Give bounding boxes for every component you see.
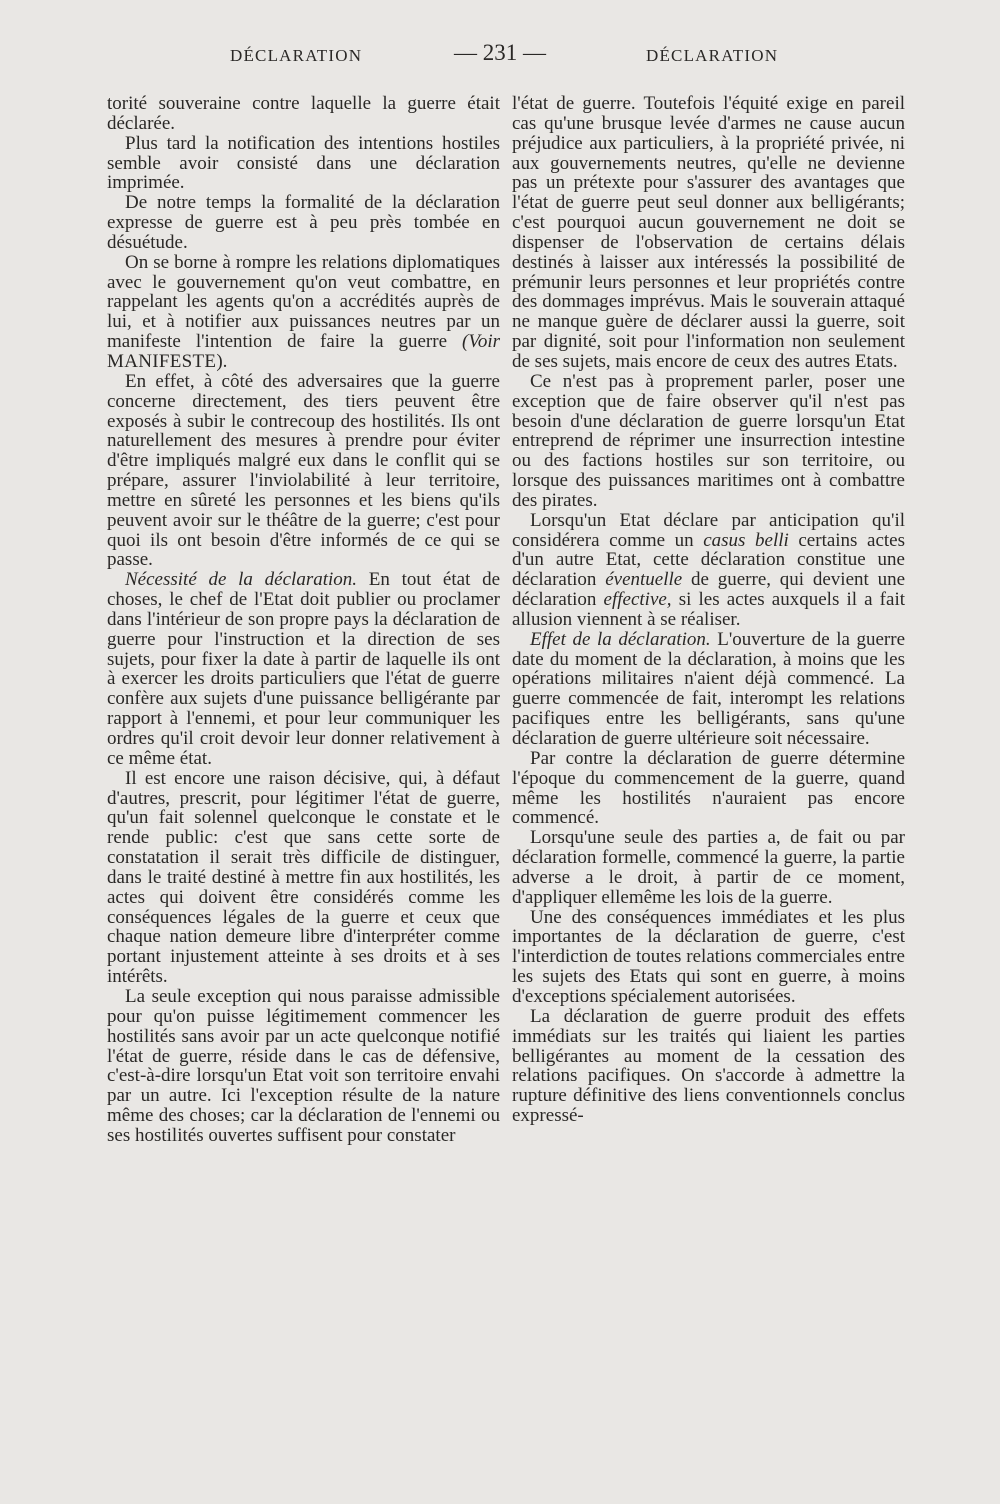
paragraph-text: certains actes d'un autre Etat, cette déclaration constitue une déclaration: [512, 529, 906, 591]
paragraph: l'état de guerre. Toutefois l'équité exige en pareil cas qu'une brusque levée d'armes ne cause aucun préjudice aux particuliers, à la propriété privée, ni aux gouvernements neutres, qu'elle ne devienne pas un prétexte pour s'assurer des avantages que l'état de guerre peut seul donner aux belligérants; c'est pourquoi aucun gouvernement ne doit se dispenser de l'observation de certains délais destinés à laisser aux intéressés la possibilité de prémunir leurs personnes et leur propriétés contre des dommages imprévus. Mais le souverain attaqué ne manque guère de déclarer aussi la guerre, soit par dignité, soit pour l'information non seulement de ses sujets, mais encore de ceux des autres Etats.: [512, 93, 905, 372]
paragraph: Lorsqu'une seule des parties a, de fait ou par déclaration formelle, commencé la guerre, la partie adverse a le droit, à partir de ce moment, d'appliquer ellemême les lois de la guerre.: [512, 827, 905, 908]
paragraph-text: Lorsqu'un Etat déclare par anticipation qu'il considérera comme un: [512, 509, 905, 551]
paragraph-effet: [512, 630, 905, 749]
right-column: [512, 94, 905, 1126]
left-column: [107, 94, 500, 1146]
paragraph-anticipation: [512, 511, 905, 630]
paragraph: De notre temps la formalité de la déclaration expresse de guerre est à peu près tombée en désuétude.: [107, 192, 500, 253]
italic-term: effective,: [603, 589, 672, 611]
latin-term: casus belli: [703, 529, 789, 551]
paragraph-text: On se borne à rompre les relations diplomatiques avec le gouvernement qu'on veut combattre, en rappelant les agents qu'on a accrédités auprès de lui, et à notifier aux puissances neutres par un manifeste l'intention de faire la guerre: [107, 251, 500, 353]
paragraph-manifeste: [107, 253, 500, 372]
paragraph: Plus tard la notification des intentions hostiles semble avoir consisté dans une déclaration imprimée.: [107, 132, 500, 194]
paragraph-text: de guerre, qui devient une déclaration: [512, 569, 906, 611]
paragraph: La déclaration de guerre produit des effets immédiats sur les traités qui liaient les parties belligérantes au moment de la cessation des relations pacifiques. On s'accorde à admettre la rupture définitive des liens conventionnels conclus expressé-: [512, 1005, 905, 1127]
paragraph: Il est encore une raison décisive, qui, à défaut d'autres, prescrit, pour légitimer l'état de guerre, qu'un fait solennel quelconque le constate et le rende public: c'est que sans cette sorte de constatation il serait très difficile de distinguer, dans le traité destiné à mettre fin aux hostilités, les actes qui doivent être considérés comme les conséquences légales de la guerre et ceux que chaque nation demeure libre d'interpréter comme portant injustement atteinte à ses droits et à ses intérêts.: [107, 767, 500, 988]
section-heading: Nécessité de la déclaration.: [125, 569, 358, 591]
paragraph: En effet, à côté des adversaires que la guerre concerne directement, des tiers peuvent être exposés à subir le contrecoup des hostilités. Ils ont naturellement des mesures à prendre pour éviter d'être impliqués malgré eux dans le conflit qui se prépare, assurer l'inviolabilité à leur territoire, mettre en sûreté les personnes et les biens qu'ils peuvent avoir sur le théâtre de la guerre; c'est pour quoi ils ont besoin d'être informés de ce qui se passe.: [107, 370, 500, 571]
paragraph: Une des conséquences immédiates et les plus importantes de la déclaration de guerre, c'est l'interdiction de toutes relations commerciales entre les sujets des Etats qui sont en guerre, à moins d'exceptions spécialement autorisées.: [512, 906, 905, 1007]
cross-reference-close: ).: [216, 350, 228, 372]
paragraph: La seule exception qui nous paraisse admissible pour qu'on puisse légitimement commencer les hostilités sans avoir par un acte quelconque notifié l'état de guerre, réside dans le cas de défensive, c'est-à-dire lorsqu'un Etat voit son territoire envahi par un autre. Ici l'exception résulte de la nature même des choses; car la déclaration de l'ennemi ou ses hostilités ouvertes suffisent pour constater: [107, 985, 500, 1146]
cross-reference-term: MANIFESTE: [107, 350, 217, 372]
running-head-right: DÉCLARATION: [646, 46, 779, 65]
paragraph-necessite: [107, 570, 500, 768]
section-heading: Effet de la déclaration.: [530, 628, 711, 650]
paragraph: torité souveraine contre laquelle la guerre était déclarée.: [107, 93, 500, 134]
paragraph: Par contre la déclaration de guerre détermine l'époque du commencement de la guerre, quand même les hostilités n'auraient pas encore commencé.: [512, 747, 905, 829]
cross-reference-label: (Voir: [462, 331, 501, 353]
paragraph-text: si les actes auxquels il a fait allusion viennent à se réaliser.: [512, 589, 906, 630]
italic-term: éventuelle: [605, 569, 683, 591]
running-header: [0, 42, 1000, 72]
paragraph-text: En tout état de choses, le chef de l'Etat doit publier ou proclamer dans l'intérieur de son propre pays la déclaration de guerre pour l'instruction et la direction de ses sujets, pour fixer la date à partir de laquelle ils ont à exercer les droits particuliers que l'état de guerre confère aux sujets d'une puissance belligérante par rapport à l'ennemi, et pour leur communiquer les ordres qu'il croit devoir leur donner relativement à ce même état.: [107, 569, 501, 769]
page-number: — 231 —: [454, 40, 546, 65]
paragraph: Ce n'est pas à proprement parler, poser une exception que de faire observer qu'il n'est pas besoin d'une déclaration de guerre lorsqu'un Etat entreprend de réprimer une insurrection intestine ou des factions hostiles sur son territoire, ou lorsque des puissances maritimes ont à combattre des pirates.: [512, 370, 905, 511]
paragraph-text: L'ouverture de la guerre date du moment de la déclaration, à moins que les opérations militaires n'aient déjà commencé. La guerre commencée de fait, interompt les relations pacifiques entre les belligérants, sans qu'une déclaration de guerre ultérieure soit nécessaire.: [512, 628, 906, 749]
running-head-left: DÉCLARATION: [230, 46, 363, 65]
